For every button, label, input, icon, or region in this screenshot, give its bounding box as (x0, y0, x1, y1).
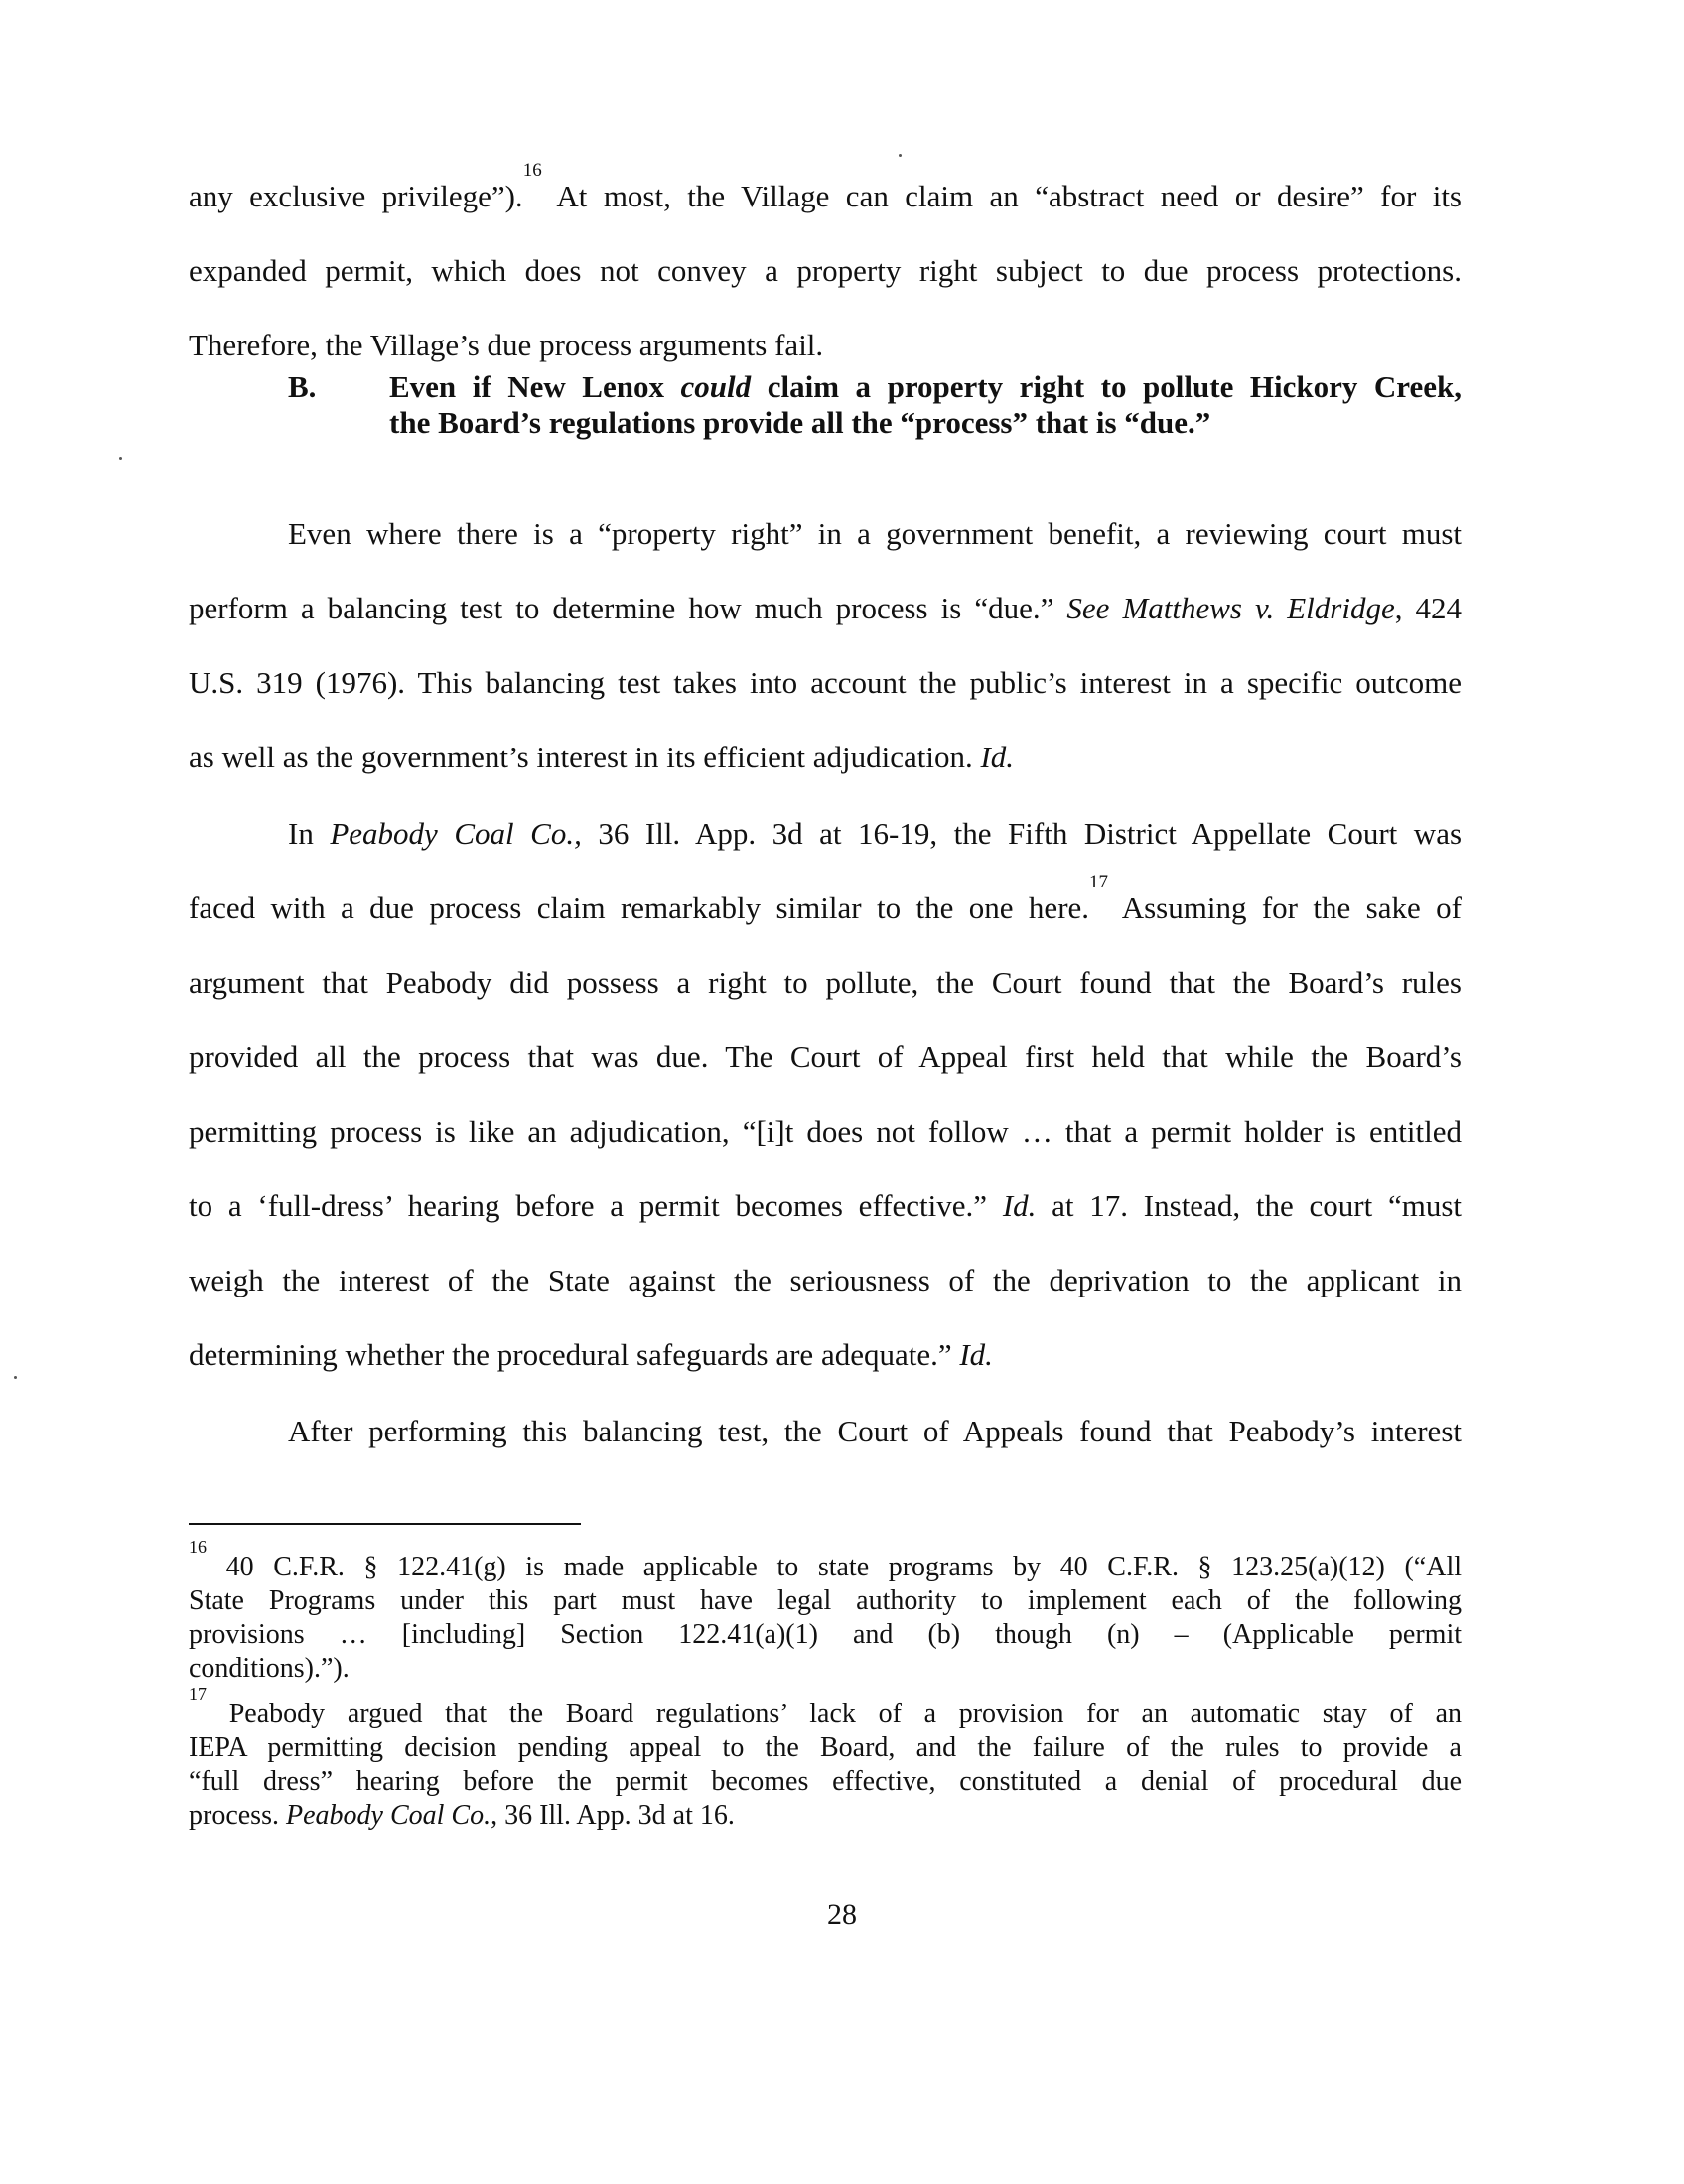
footnote-ref-17[interactable]: 17 (1089, 872, 1109, 892)
footnote-17-line: process. Peabody Coal Co., 36 Ill. App. 3d at 16. (189, 1800, 735, 1831)
body-line: provided all the process that was due. The Court of Appeal first held that while the Board’s (189, 1039, 1462, 1074)
body-line: Even where there is a “property right” in a government benefit, a reviewing court must (288, 516, 1462, 551)
page-number: 28 (827, 1898, 857, 1931)
body-line: argument that Peabody did possess a right to pollute, the Court found that the Board’s rules (189, 965, 1462, 1000)
footnote-16-line: $^{16}$ 40 C.F.R. § 122.41(g) is made applicable to state programs by 40 C.F.R. § 123.25(a)(12) (“All (189, 1537, 1462, 1582)
section-heading-letter: B. (288, 369, 317, 404)
footnote-17-line: IEPA permitting decision pending appeal to the Board, and the failure of the rules to provide a (189, 1732, 1462, 1763)
body-line: determining whether the procedural safeguards are adequate.” Id. (189, 1337, 993, 1372)
scan-speck (899, 154, 902, 157)
body-line: expanded permit, which does not convey a property right subject to due process protections. (189, 253, 1462, 288)
body-line: U.S. 319 (1976). This balancing test takes into account the public’s interest in a specific outcome (189, 665, 1462, 700)
body-line: to a ‘full-dress’ hearing before a permit becomes effective.” Id. at 17. Instead, the court “must (189, 1188, 1462, 1223)
section-heading: Even if New Lenox could claim a property right to pollute Hickory Creek, (389, 369, 1463, 404)
scan-speck (14, 1376, 17, 1379)
footnote-ref-16[interactable]: 16 (522, 160, 542, 181)
scan-speck (119, 457, 122, 460)
body-line: Therefore, the Village’s due process arguments fail. (189, 328, 824, 362)
footnote-16-line: State Programs under this part must have legal authority to implement each of the following (189, 1585, 1462, 1616)
footnote-separator (189, 1523, 581, 1525)
body-line: permitting process is like an adjudication, “[i]t does not follow … that a permit holder is entitled (189, 1114, 1462, 1149)
body-line: weigh the interest of the State against the seriousness of the deprivation to the applicant in (189, 1263, 1462, 1297)
footnote-17-line: “full dress” hearing before the permit becomes effective, constituted a denial of procedural due (189, 1766, 1462, 1797)
body-line: In Peabody Coal Co., 36 Ill. App. 3d at 16-19, the Fifth District Appellate Court was (288, 816, 1463, 851)
body-line: faced with a due process claim remarkably similar to the one here.$^{17}$ Assuming for the sake of (189, 872, 1462, 925)
body-line: perform a balancing test to determine how much process is “due.” See Matthews v. Eldridge, 424 (189, 591, 1463, 625)
footnote-17-line: $^{17}$ Peabody argued that the Board regulations’ lack of a provision for an automatic stay of an (189, 1684, 1462, 1729)
section-heading: the Board’s regulations provide all the “process” that is “due.” (389, 405, 1211, 440)
footnote-16-line: provisions … [including] Section 122.41(a)(1) and (b) though (n) – (Applicable permit (189, 1619, 1462, 1650)
body-line: any exclusive privilege”).$^{16}$ At most, the Village can claim an “abstract need or desire” for its (189, 160, 1462, 213)
footnote-16-line: conditions).”). (189, 1653, 350, 1684)
body-line: After performing this balancing test, the Court of Appeals found that Peabody’s interest (288, 1414, 1462, 1448)
body-line: as well as the government’s interest in its efficient adjudication. Id. (189, 740, 1015, 774)
